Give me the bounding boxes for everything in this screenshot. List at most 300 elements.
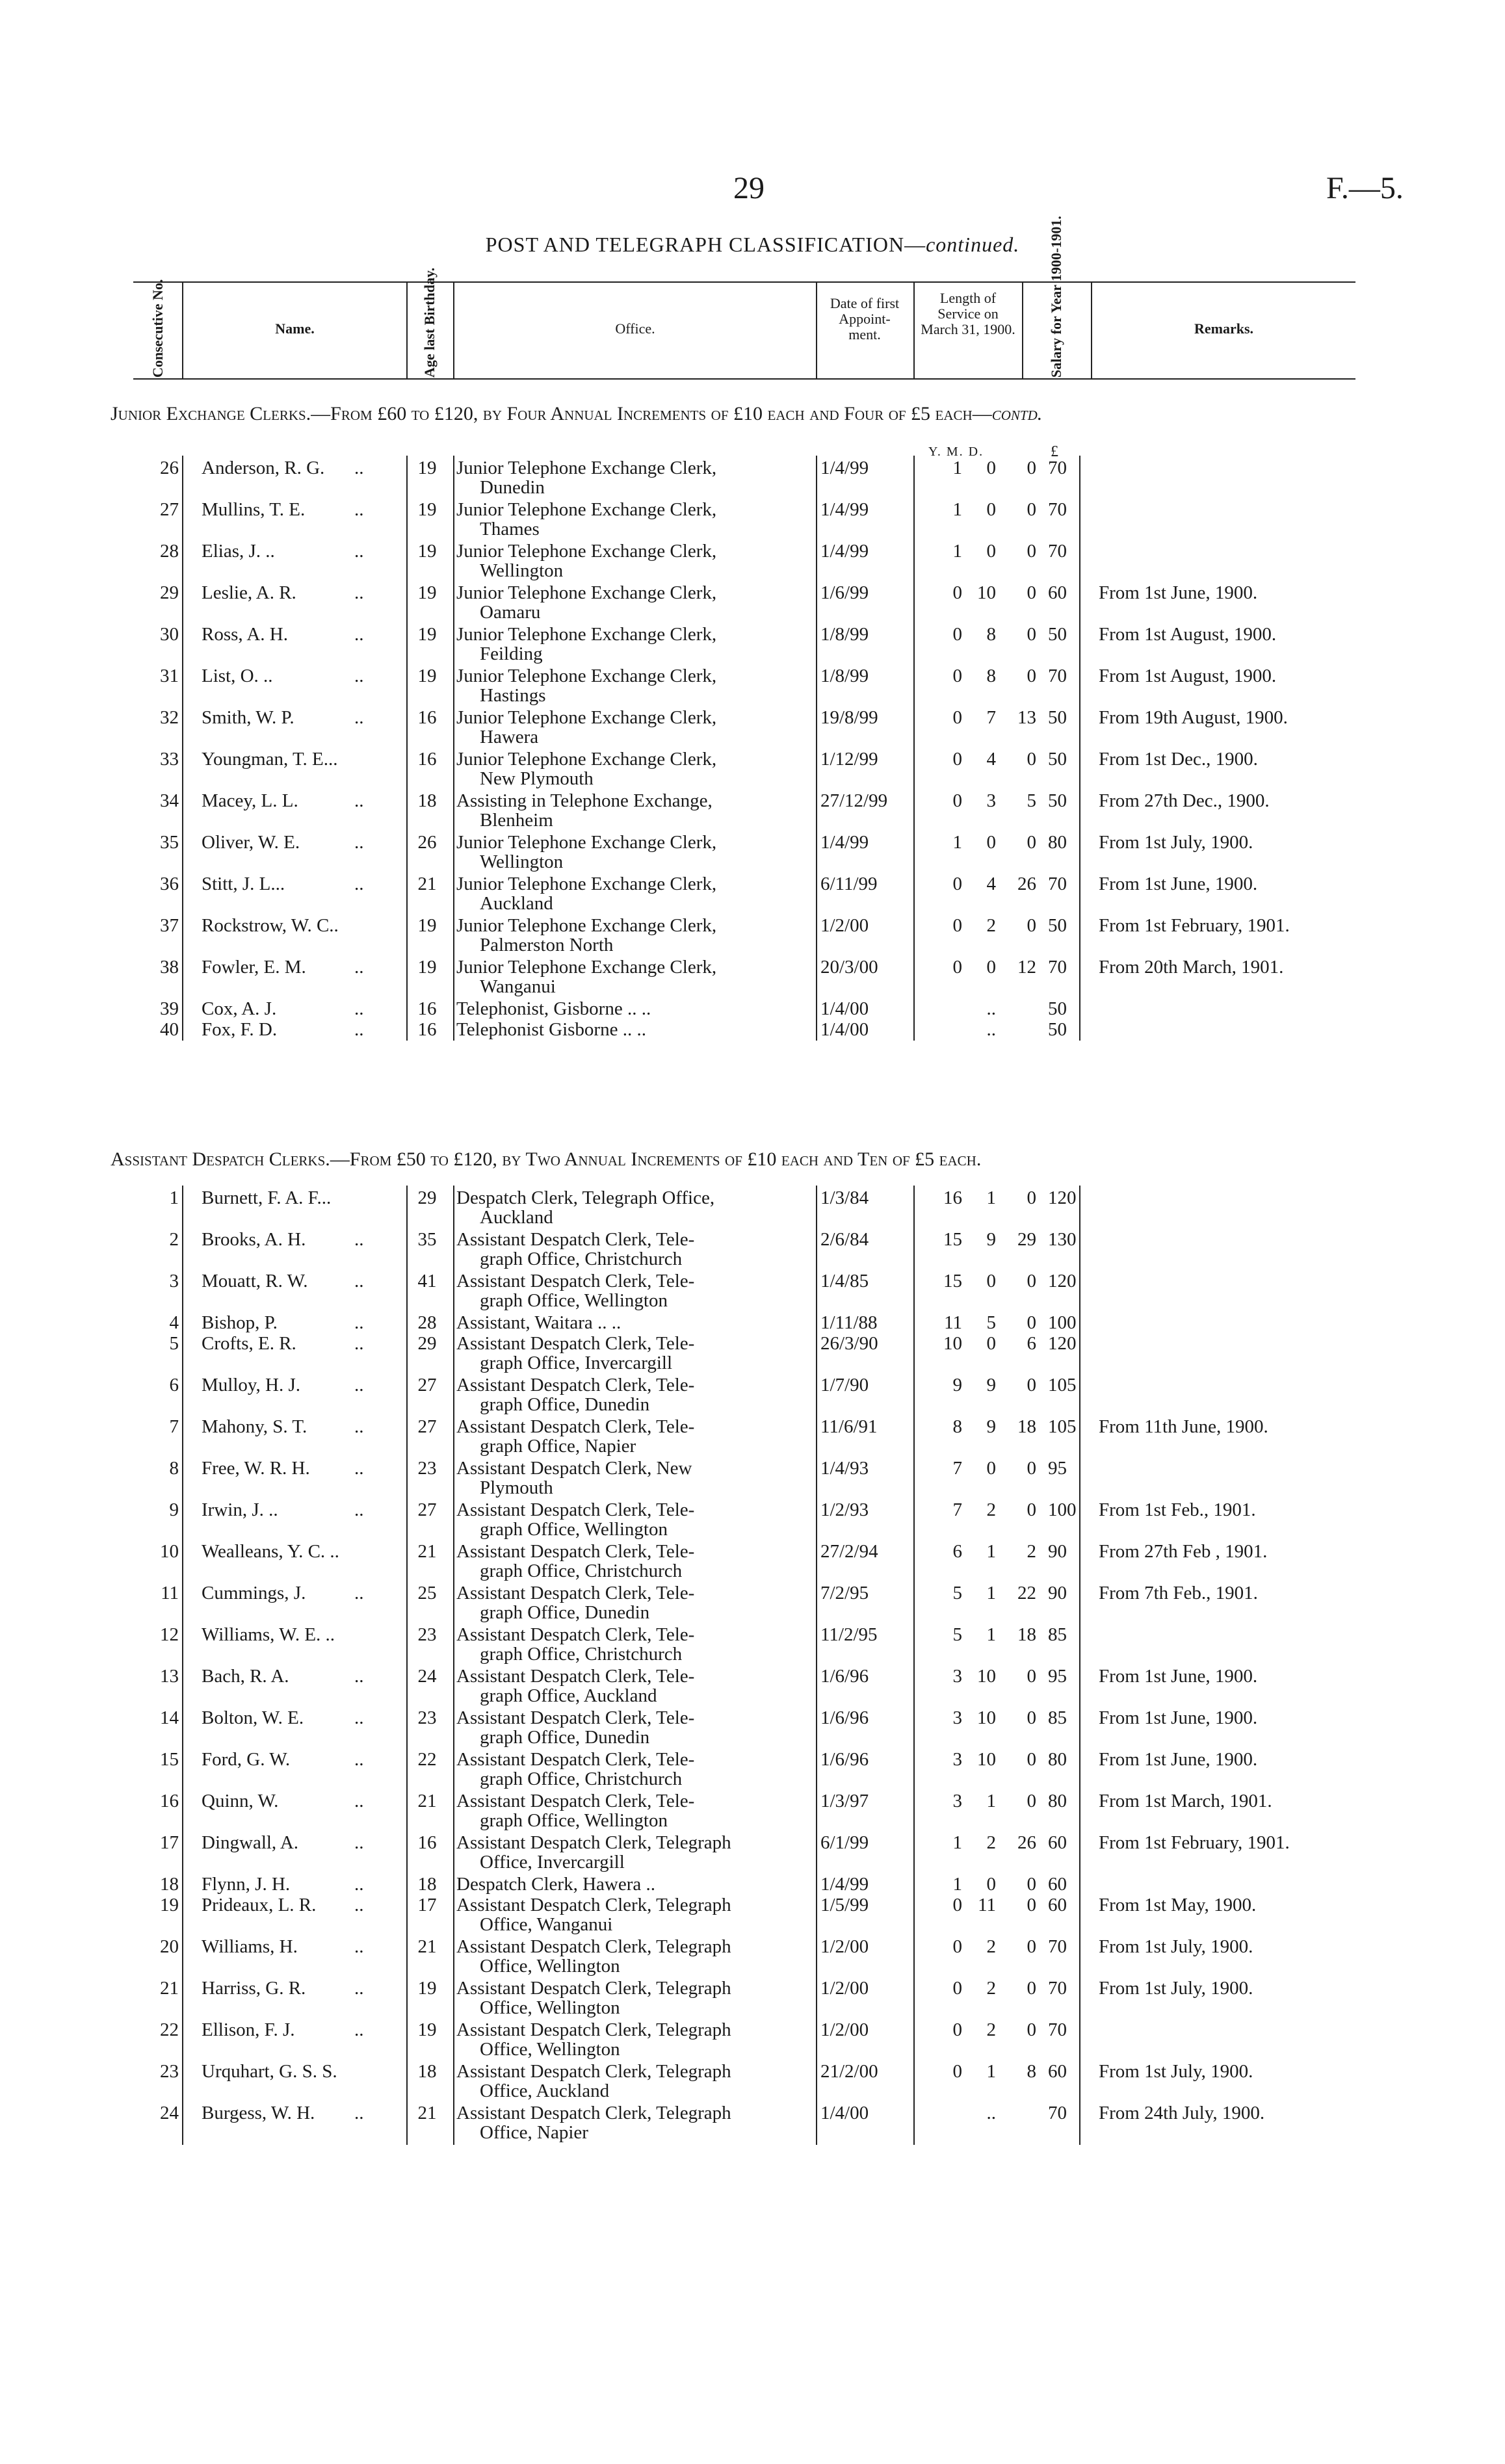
row-remarks: From 1st May, 1900. — [1099, 1895, 1257, 1915]
row-leader-dots: .. — [354, 874, 364, 894]
row-leader-dots: .. — [354, 582, 364, 603]
row-leader-dots: .. — [354, 957, 364, 978]
row-office: Assistant Despatch Clerk, Tele- — [456, 1541, 695, 1562]
row-service-years: 16 — [943, 1187, 962, 1208]
row-appointment-date: 1/4/99 — [820, 832, 869, 853]
row-name: Brooks, A. H. — [202, 1229, 306, 1250]
row-age: 41 — [417, 1271, 437, 1291]
row-office: Assistant Despatch Clerk, Tele- — [456, 1624, 695, 1645]
row-name: Fowler, E. M. — [202, 957, 306, 978]
row-service-months: 0 — [986, 1458, 996, 1479]
row-office-continued: graph Office, Wellington — [480, 1290, 668, 1311]
row-salary: 105 — [1048, 1416, 1077, 1437]
row-remarks: From 1st July, 1900. — [1099, 2061, 1253, 2082]
row-office: Assistant Despatch Clerk, Telegraph — [456, 1895, 731, 1915]
row-salary: 70 — [1048, 957, 1067, 978]
row-number: 19 — [160, 1895, 179, 1915]
row-age: 21 — [417, 1541, 437, 1562]
row-appointment-date: 2/6/84 — [820, 1229, 869, 1250]
row-office: Assistant Despatch Clerk, Telegraph — [456, 2061, 731, 2082]
row-appointment-date: 27/2/94 — [820, 1541, 878, 1562]
row-remarks: From 1st June, 1900. — [1099, 874, 1258, 894]
header-date: Date of first Appoint- ment. — [830, 295, 900, 343]
row-appointment-date: 1/4/93 — [820, 1458, 869, 1479]
column-rule — [453, 456, 454, 1041]
row-service-months: 2 — [986, 1499, 996, 1520]
row-remarks: From 1st August, 1900. — [1099, 666, 1277, 686]
row-age: 16 — [417, 749, 437, 770]
row-appointment-date: 1/6/96 — [820, 1666, 869, 1687]
section-title — [111, 403, 1042, 425]
row-service-months: 2 — [986, 1832, 996, 1853]
row-office-continued: Feilding — [480, 643, 543, 664]
row-age: 29 — [417, 1187, 437, 1208]
row-office: Assistant Despatch Clerk, Telegraph — [456, 1936, 731, 1957]
row-office-continued: graph Office, Invercargill — [480, 1353, 673, 1373]
row-service-months: .. — [986, 2103, 996, 2123]
row-service-months: 2 — [986, 1978, 996, 1999]
row-remarks: From 1st June, 1900. — [1099, 582, 1258, 603]
header-divider — [816, 283, 817, 378]
row-service-months: 5 — [986, 1312, 996, 1333]
row-age: 19 — [417, 624, 437, 645]
row-salary: 50 — [1048, 707, 1067, 728]
row-service-days: 0 — [1027, 1707, 1036, 1728]
row-name: Dingwall, A. — [202, 1832, 299, 1853]
row-office-continued: graph Office, Dunedin — [480, 1727, 650, 1748]
row-number: 28 — [160, 541, 179, 562]
row-office-continued: Auckland — [480, 1207, 553, 1228]
row-office-continued: Thames — [480, 519, 540, 539]
row-service-years: 0 — [952, 2019, 962, 2040]
row-age: 19 — [417, 2019, 437, 2040]
row-service-days: 26 — [1017, 1832, 1036, 1853]
row-number: 32 — [160, 707, 179, 728]
row-office-continued: Wellington — [480, 851, 564, 872]
row-number: 35 — [160, 832, 179, 853]
row-office-continued: graph Office, Auckland — [480, 1685, 657, 1706]
column-rule — [1079, 1186, 1080, 2145]
row-office: Junior Telephone Exchange Clerk, — [456, 749, 717, 770]
row-number: 17 — [160, 1832, 179, 1853]
row-remarks: From 1st Feb., 1901. — [1099, 1499, 1256, 1520]
row-age: 23 — [417, 1458, 437, 1479]
row-office: Junior Telephone Exchange Clerk, — [456, 915, 717, 936]
row-service-days: 0 — [1027, 1312, 1036, 1333]
row-leader-dots: .. — [354, 1791, 364, 1811]
row-name: Williams, H. — [202, 1936, 298, 1957]
row-age: 28 — [417, 1312, 437, 1333]
row-appointment-date: 1/12/99 — [820, 749, 878, 770]
row-office: Assistant Despatch Clerk, Tele- — [456, 1791, 695, 1811]
row-service-months: 9 — [986, 1375, 996, 1395]
row-appointment-date: 1/7/90 — [820, 1375, 869, 1395]
row-age: 27 — [417, 1375, 437, 1395]
row-office: Assistant Despatch Clerk, Telegraph — [456, 2103, 731, 2123]
row-service-years: 1 — [952, 1874, 962, 1895]
row-service-days: 0 — [1027, 1458, 1036, 1479]
row-service-days: 0 — [1027, 458, 1036, 478]
row-service-days: 6 — [1027, 1333, 1036, 1354]
row-service-days: 12 — [1017, 957, 1036, 978]
row-service-days: 8 — [1027, 2061, 1036, 2082]
row-service-months: 8 — [986, 666, 996, 686]
section-title — [111, 1148, 981, 1171]
row-appointment-date: 11/6/91 — [820, 1416, 878, 1437]
row-age: 21 — [417, 2103, 437, 2123]
row-office-continued: graph Office, Dunedin — [480, 1394, 650, 1415]
row-leader-dots: .. — [354, 1499, 364, 1520]
row-name: Harriss, G. R. — [202, 1978, 306, 1999]
row-service-years: 8 — [952, 1416, 962, 1437]
row-office-continued: Wellington — [480, 560, 564, 581]
row-appointment-date: 19/8/99 — [820, 707, 878, 728]
row-age: 21 — [417, 1936, 437, 1957]
row-service-years: 5 — [952, 1583, 962, 1603]
row-number: 27 — [160, 499, 179, 520]
column-rule — [453, 1186, 454, 2145]
row-service-days: 0 — [1027, 749, 1036, 770]
header-remarks: Remarks. — [1194, 320, 1254, 337]
row-salary: 50 — [1048, 790, 1067, 811]
row-age: 18 — [417, 1874, 437, 1895]
row-leader-dots: .. — [354, 666, 364, 686]
row-office: Junior Telephone Exchange Clerk, — [456, 541, 717, 562]
row-office: Assistant Despatch Clerk, Tele- — [456, 1666, 695, 1687]
row-service-years: 6 — [952, 1541, 962, 1562]
row-salary: 60 — [1048, 1895, 1067, 1915]
row-appointment-date: 1/8/99 — [820, 666, 869, 686]
row-service-months: 0 — [986, 1271, 996, 1291]
row-office-continued: New Plymouth — [480, 768, 594, 789]
row-name: Burnett, F. A. F... — [202, 1187, 332, 1208]
row-name: Urquhart, G. S. S. — [202, 2061, 337, 2082]
row-service-months: 2 — [986, 1936, 996, 1957]
row-leader-dots: .. — [354, 1019, 364, 1040]
row-leader-dots: .. — [354, 2019, 364, 2040]
row-office: Assistant Despatch Clerk, Tele- — [456, 1707, 695, 1728]
row-service-years: 0 — [952, 749, 962, 770]
row-service-days: 0 — [1027, 666, 1036, 686]
row-remarks: From 11th June, 1900. — [1099, 1416, 1268, 1437]
row-office: Junior Telephone Exchange Clerk, — [456, 666, 717, 686]
row-office-continued: Office, Wellington — [480, 1956, 620, 1977]
row-name: Bishop, P. — [202, 1312, 278, 1333]
row-office: Assistant, Waitara .. .. — [456, 1312, 622, 1333]
header-name: Name. — [275, 320, 315, 337]
row-service-days: 0 — [1027, 1375, 1036, 1395]
row-salary: 90 — [1048, 1541, 1067, 1562]
row-leader-dots: .. — [354, 1874, 364, 1895]
row-office: Assistant Despatch Clerk, Tele- — [456, 1375, 695, 1395]
row-service-days: 0 — [1027, 2019, 1036, 2040]
row-appointment-date: 1/6/96 — [820, 1707, 869, 1728]
row-number: 7 — [169, 1416, 179, 1437]
row-office-continued: Plymouth — [480, 1477, 553, 1498]
row-leader-dots: .. — [354, 1666, 364, 1687]
row-number: 1 — [169, 1187, 179, 1208]
row-office-continued: Dunedin — [480, 477, 545, 498]
row-number: 18 — [160, 1874, 179, 1895]
row-age: 23 — [417, 1624, 437, 1645]
row-age: 25 — [417, 1583, 437, 1603]
row-salary: 70 — [1048, 2019, 1067, 2040]
row-appointment-date: 6/1/99 — [820, 1832, 869, 1853]
row-age: 19 — [417, 1978, 437, 1999]
row-office: Telephonist Gisborne .. .. — [456, 1019, 646, 1040]
row-service-months: 7 — [986, 707, 996, 728]
row-service-days: 0 — [1027, 915, 1036, 936]
row-leader-dots: .. — [354, 624, 364, 645]
row-number: 8 — [169, 1458, 179, 1479]
row-age: 18 — [417, 790, 437, 811]
row-leader-dots: .. — [354, 1978, 364, 1999]
row-appointment-date: 6/11/99 — [820, 874, 878, 894]
row-office: Assistant Despatch Clerk, Tele- — [456, 1583, 695, 1603]
row-office-continued: Office, Auckland — [480, 2081, 610, 2101]
row-office: Assisting in Telephone Exchange, — [456, 790, 713, 811]
row-age: 26 — [417, 832, 437, 853]
row-service-days: 0 — [1027, 1895, 1036, 1915]
row-appointment-date: 11/2/95 — [820, 1624, 878, 1645]
row-appointment-date: 1/2/00 — [820, 1936, 869, 1957]
row-age: 21 — [417, 874, 437, 894]
row-office: Despatch Clerk, Hawera .. — [456, 1874, 655, 1895]
row-name: Mouatt, R. W. — [202, 1271, 308, 1291]
row-office: Junior Telephone Exchange Clerk, — [456, 874, 717, 894]
row-name: Mulloy, H. J. — [202, 1375, 300, 1395]
header-consecutive: Consecutive No. — [150, 279, 166, 378]
row-number: 34 — [160, 790, 179, 811]
row-name: Williams, W. E. .. — [202, 1624, 335, 1645]
row-office: Telephonist, Gisborne .. .. — [456, 998, 651, 1019]
row-service-days: 0 — [1027, 1791, 1036, 1811]
row-office: Junior Telephone Exchange Clerk, — [456, 458, 717, 478]
row-name: Macey, L. L. — [202, 790, 298, 811]
row-service-years: 0 — [952, 624, 962, 645]
row-remarks: From 1st June, 1900. — [1099, 1707, 1258, 1728]
row-number: 9 — [169, 1499, 179, 1520]
row-name: Leslie, A. R. — [202, 582, 296, 603]
row-leader-dots: .. — [354, 1375, 364, 1395]
row-service-months: 9 — [986, 1416, 996, 1437]
row-age: 16 — [417, 707, 437, 728]
row-service-days: 0 — [1027, 499, 1036, 520]
row-office: Junior Telephone Exchange Clerk, — [456, 499, 717, 520]
row-office-continued: graph Office, Christchurch — [480, 1644, 683, 1665]
row-service-days: 29 — [1017, 1229, 1036, 1250]
row-age: 29 — [417, 1333, 437, 1354]
row-office-continued: Hastings — [480, 685, 546, 706]
row-service-years: 1 — [952, 458, 962, 478]
row-service-years: 0 — [952, 790, 962, 811]
row-service-months: 0 — [986, 832, 996, 853]
row-salary: 95 — [1048, 1458, 1067, 1479]
row-appointment-date: 1/4/00 — [820, 2103, 869, 2123]
row-service-years: 15 — [943, 1271, 962, 1291]
row-service-months: .. — [986, 1019, 996, 1040]
row-age: 21 — [417, 1791, 437, 1811]
column-rule — [1079, 456, 1080, 1041]
row-number: 12 — [160, 1624, 179, 1645]
row-service-days: 0 — [1027, 624, 1036, 645]
row-office-continued: Wanganui — [480, 976, 556, 997]
row-service-years: 3 — [952, 1791, 962, 1811]
column-rule — [913, 1186, 915, 2145]
header-salary: Salary for Year 1900-1901. — [1048, 216, 1064, 378]
row-service-years: 0 — [952, 666, 962, 686]
row-salary: 70 — [1048, 666, 1067, 686]
header-divider — [1022, 283, 1023, 378]
row-appointment-date: 1/4/00 — [820, 998, 869, 1019]
row-number: 16 — [160, 1791, 179, 1811]
row-number: 30 — [160, 624, 179, 645]
row-age: 27 — [417, 1499, 437, 1520]
row-office-continued: Blenheim — [480, 810, 553, 831]
row-number: 6 — [169, 1375, 179, 1395]
row-appointment-date: 1/4/99 — [820, 458, 869, 478]
row-number: 13 — [160, 1666, 179, 1687]
row-service-days: 0 — [1027, 1499, 1036, 1520]
row-service-years: 1 — [952, 499, 962, 520]
row-salary: 70 — [1048, 874, 1067, 894]
row-office: Assistant Despatch Clerk, Telegraph — [456, 1978, 731, 1999]
row-salary: 50 — [1048, 749, 1067, 770]
row-name: Bach, R. A. — [202, 1666, 289, 1687]
row-service-days: 0 — [1027, 541, 1036, 562]
row-name: Wealleans, Y. C. .. — [202, 1541, 339, 1562]
row-leader-dots: .. — [354, 1458, 364, 1479]
row-service-months: 9 — [986, 1229, 996, 1250]
row-service-years: 3 — [952, 1707, 962, 1728]
row-number: 38 — [160, 957, 179, 978]
column-rule — [182, 456, 183, 1041]
row-number: 21 — [160, 1978, 179, 1999]
row-office-continued: Office, Napier — [480, 2122, 588, 2143]
row-number: 37 — [160, 915, 179, 936]
row-service-days: 0 — [1027, 1187, 1036, 1208]
row-service-months: 2 — [986, 2019, 996, 2040]
header-divider — [406, 283, 408, 378]
row-service-months: 1 — [986, 1624, 996, 1645]
row-office: Assistant Despatch Clerk, Telegraph — [456, 2019, 731, 2040]
row-salary: 60 — [1048, 2061, 1067, 2082]
row-number: 15 — [160, 1749, 179, 1770]
row-age: 19 — [417, 582, 437, 603]
row-service-years: 5 — [952, 1624, 962, 1645]
row-age: 16 — [417, 998, 437, 1019]
row-remarks: From 1st July, 1900. — [1099, 1978, 1253, 1999]
row-service-days: 0 — [1027, 1749, 1036, 1770]
page-title — [0, 233, 1505, 257]
row-service-years: 3 — [952, 1666, 962, 1687]
row-name: Rockstrow, W. C.. — [202, 915, 339, 936]
row-leader-dots: .. — [354, 458, 364, 478]
row-service-years: 1 — [952, 541, 962, 562]
row-service-years: 0 — [952, 707, 962, 728]
row-office: Junior Telephone Exchange Clerk, — [456, 957, 717, 978]
row-appointment-date: 1/6/99 — [820, 582, 869, 603]
row-service-months: 10 — [977, 1707, 996, 1728]
row-name: List, O. .. — [202, 666, 273, 686]
row-office: Assistant Despatch Clerk, Tele- — [456, 1749, 695, 1770]
row-remarks: From 24th July, 1900. — [1099, 2103, 1265, 2123]
row-office-continued: graph Office, Wellington — [480, 1810, 668, 1831]
row-salary: 100 — [1048, 1499, 1077, 1520]
row-salary: 105 — [1048, 1375, 1077, 1395]
header-bottom-rule — [133, 378, 1355, 380]
row-office: Junior Telephone Exchange Clerk, — [456, 707, 717, 728]
row-remarks: From 19th August, 1900. — [1099, 707, 1288, 728]
row-office-continued: Office, Wellington — [480, 1997, 620, 2018]
row-leader-dots: .. — [354, 2103, 364, 2123]
row-appointment-date: 1/4/99 — [820, 541, 869, 562]
row-service-years: 0 — [952, 1895, 962, 1915]
row-leader-dots: .. — [354, 790, 364, 811]
row-service-days: 13 — [1017, 707, 1036, 728]
row-name: Cummings, J. — [202, 1583, 306, 1603]
row-office: Junior Telephone Exchange Clerk, — [456, 624, 717, 645]
row-remarks: From 1st July, 1900. — [1099, 1936, 1253, 1957]
row-service-days: 5 — [1027, 790, 1036, 811]
row-leader-dots: .. — [354, 1707, 364, 1728]
row-appointment-date: 1/4/85 — [820, 1271, 869, 1291]
row-office-continued: graph Office, Christchurch — [480, 1561, 683, 1581]
row-service-days: 0 — [1027, 832, 1036, 853]
header-age: Age last Birthday. — [421, 267, 438, 378]
row-number: 23 — [160, 2061, 179, 2082]
row-leader-dots: .. — [354, 1895, 364, 1915]
row-number: 14 — [160, 1707, 179, 1728]
row-office-continued: graph Office, Dunedin — [480, 1602, 650, 1623]
row-age: 18 — [417, 2061, 437, 2082]
row-office: Despatch Clerk, Telegraph Office, — [456, 1187, 715, 1208]
row-service-days: 0 — [1027, 1874, 1036, 1895]
row-name: Anderson, R. G. — [202, 458, 325, 478]
row-age: 17 — [417, 1895, 437, 1915]
row-number: 24 — [160, 2103, 179, 2123]
section-title-text: Assistant Despatch Clerks.—From £50 to £120, by Two Annual Increments of £10 each and Ten of £5 each. — [111, 1148, 982, 1170]
row-office-continued: Oamaru — [480, 602, 541, 623]
row-service-months: 10 — [977, 582, 996, 603]
row-age: 19 — [417, 541, 437, 562]
header-length: Length of Service on March 31, 1900. — [921, 290, 1015, 337]
row-age: 19 — [417, 666, 437, 686]
row-number: 29 — [160, 582, 179, 603]
row-leader-dots: .. — [354, 1936, 364, 1957]
row-leader-dots: .. — [354, 707, 364, 728]
row-number: 36 — [160, 874, 179, 894]
row-office: Assistant Despatch Clerk, Tele- — [456, 1333, 695, 1354]
ymd-header: Y. M. D. — [928, 445, 984, 459]
row-age: 19 — [417, 915, 437, 936]
row-appointment-date: 1/2/00 — [820, 1978, 869, 1999]
column-rule — [406, 1186, 408, 2145]
row-remarks: From 1st March, 1901. — [1099, 1791, 1272, 1811]
row-service-days: 22 — [1017, 1583, 1036, 1603]
row-service-months: 10 — [977, 1749, 996, 1770]
row-office-continued: Auckland — [480, 893, 553, 914]
row-service-years: 9 — [952, 1375, 962, 1395]
row-salary: 80 — [1048, 1749, 1067, 1770]
row-salary: 90 — [1048, 1583, 1067, 1603]
row-service-days: 0 — [1027, 1978, 1036, 1999]
row-name: Mullins, T. E. — [202, 499, 306, 520]
row-salary: 70 — [1048, 1936, 1067, 1957]
row-service-days: 0 — [1027, 1936, 1036, 1957]
column-rule — [182, 1186, 183, 2145]
row-age: 22 — [417, 1749, 437, 1770]
